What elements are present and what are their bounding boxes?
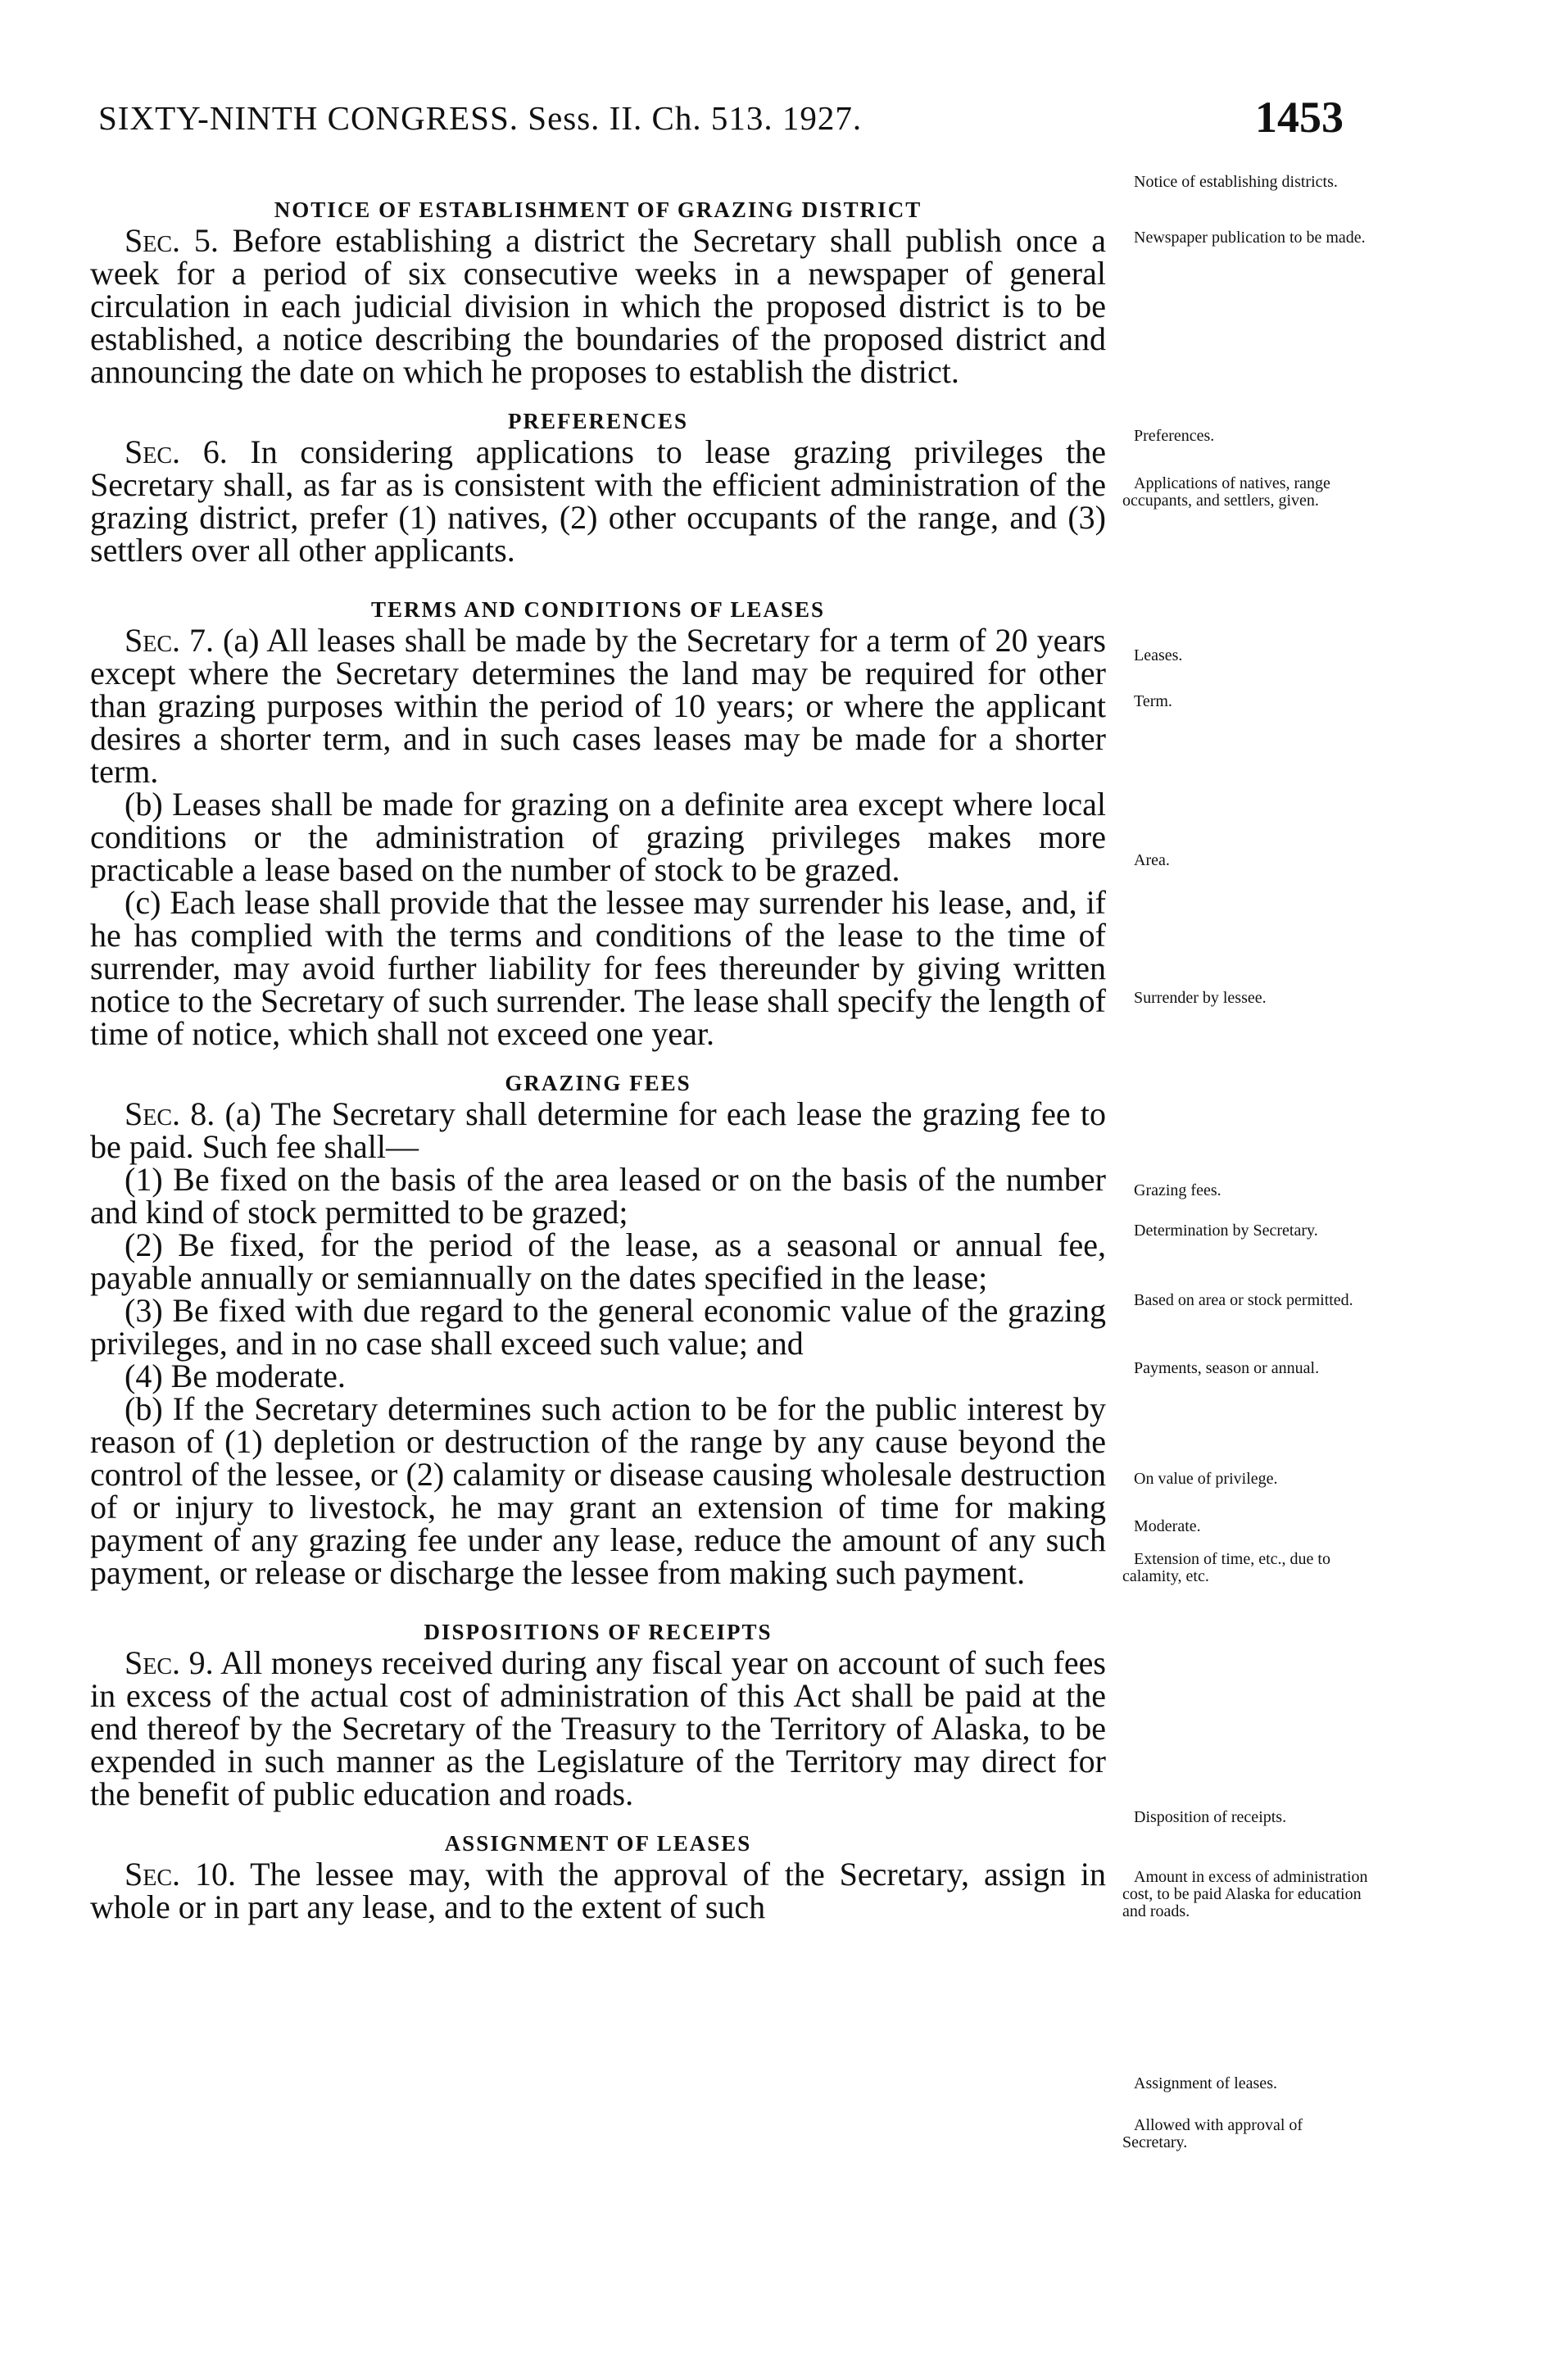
- margin-note: Leases.: [1134, 646, 1183, 664]
- margin-note: Grazing fees.: [1134, 1181, 1221, 1199]
- page-header: [98, 93, 1344, 156]
- margin-note: On value of privilege.: [1134, 1470, 1278, 1488]
- heading-terms-and-conditions: TERMS AND CONDITIONS OF LEASES: [370, 597, 826, 622]
- heading-assignment-of-leases: ASSIGNMENT OF LEASES: [444, 1831, 752, 1856]
- margin-note: Amount in excess of administration cost, to be paid Alaska for education and roads.: [1122, 1868, 1368, 1920]
- margin-note: Assignment of leases.: [1134, 2074, 1277, 2092]
- margin-note: Determination by Secretary.: [1134, 1222, 1318, 1240]
- section-5: [90, 224, 1106, 388]
- margin-note: Area.: [1134, 851, 1170, 869]
- heading-dispositions-of-receipts: DISPOSITIONS OF RECEIPTS: [424, 1620, 773, 1644]
- section-text: In considering applications to lease grazing privileges the Secretary shall, as far as is consistent with the efficient administration of the grazing district, prefer (1) natives, (2) other occupants of the range, and (3) settlers over all other applicants.: [90, 433, 1107, 569]
- margin-note: Term.: [1134, 692, 1172, 710]
- margin-note: Newspaper publication to be made.: [1134, 229, 1366, 247]
- section-label: Sec. 5.: [125, 222, 219, 259]
- section-7-c: (c) Each lease shall provide that the lessee may surrender his lease, and, if he has complied with the terms and conditions of the lease to the time of surrender, may avoid further liability for fees thereunder by giving written notice to the Secretary of such surrender. The lease shall specify the length of time of notice, which shall not exceed one year.: [90, 884, 1106, 1052]
- heading-grazing-fees: GRAZING FEES: [505, 1071, 691, 1095]
- margin-note: Surrender by lessee.: [1134, 989, 1267, 1007]
- section-text: (a) All leases shall be made by the Secretary for a term of 20 years except where the Secretary determines the land may be required for other than grazing purposes within the period of 10 years; or where the applicant desires a shorter term, and in such cases leases may be made for a shorter term.: [90, 622, 1106, 790]
- margin-note: Based on area or stock permitted.: [1134, 1291, 1353, 1309]
- section-10: [90, 1858, 1106, 1924]
- margin-note: Disposition of receipts.: [1134, 1808, 1287, 1826]
- margin-note: Moderate.: [1134, 1517, 1201, 1535]
- statute-text-column: [90, 195, 1106, 1924]
- section-label: Sec. 7.: [125, 622, 215, 659]
- section-7-b: (b) Leases shall be made for grazing on a definite area except where local conditions or the administration of grazing privileges makes more practicable a lease based on the number of stock to be grazed.: [90, 786, 1106, 888]
- margin-note: Extension of time, etc., due to calamity, etc.: [1122, 1550, 1330, 1585]
- section-8-item-2: (2) Be fixed, for the period of the lease, as a seasonal or annual fee, payable annually or semiannually on the dates specified in the lease;: [90, 1226, 1106, 1296]
- heading-notice-of-establishment: NOTICE OF ESTABLISHMENT OF GRAZING DISTRICT: [274, 197, 922, 222]
- page-number: 1453: [1255, 93, 1344, 142]
- section-8-item-3: (3) Be fixed with due regard to the general economic value of the grazing privileges, and in no case shall exceed such value; and: [90, 1292, 1106, 1362]
- section-text: The lessee may, with the approval of the Secretary, assign in whole or in part any lease, and to the extent of such: [90, 1856, 1106, 1925]
- section-7-a: [90, 624, 1106, 788]
- heading-preferences: PREFERENCES: [507, 409, 689, 433]
- section-label: Sec. 9.: [125, 1644, 214, 1681]
- section-text: (a) The Secretary shall determine for each lease the grazing fee to be paid. Such fee shall—: [90, 1095, 1107, 1165]
- section-label: Sec. 6.: [125, 433, 228, 470]
- margin-note: Applications of natives, range occupants, and settlers, given.: [1122, 474, 1330, 510]
- section-text: All moneys received during any fiscal year on account of such fees in excess of the actual cost of administration of this Act shall be paid at the end thereof by the Secretary of the Treasury to the Territory of Alaska, to be expended in such manner as the Legislature of the Territory may direct for the benefit of public education and roads.: [90, 1644, 1106, 1812]
- running-head: SIXTY-NINTH CONGRESS. Sess. II. Ch. 513. 1927.: [98, 99, 863, 137]
- section-label: Sec. 10.: [125, 1856, 236, 1893]
- margin-note: Preferences.: [1134, 427, 1215, 445]
- section-text: Before establishing a district the Secretary shall publish once a week for a period of six consecutive weeks in a newspaper of general circulation in each judicial division in which the proposed district is to be established, a notice describing the boundaries of the proposed district and announcing the date on which he proposes to establish the district.: [90, 222, 1106, 390]
- section-8-b: (b) If the Secretary determines such action to be for the public interest by reason of (1) depletion or destruction of the range by any cause beyond the control of the lessee, or (2) calamity or disease causing wholesale destruction of or injury to livestock, he may grant an extension of time for making payment of any grazing fee under any lease, reduce the amount of any such payment, or release or discharge the lessee from making such payment.: [90, 1390, 1106, 1591]
- margin-note: Notice of establishing districts.: [1134, 173, 1338, 191]
- section-6: [90, 433, 1107, 569]
- section-label: Sec. 8.: [125, 1095, 215, 1132]
- section-8-item-1: (1) Be fixed on the basis of the area leased or on the basis of the number and kind of stock permitted to be grazed;: [90, 1161, 1106, 1231]
- margin-note: Allowed with approval of Secretary.: [1122, 2116, 1303, 2151]
- section-8-item-4: (4) Be moderate.: [125, 1358, 346, 1394]
- section-8-a: [90, 1095, 1107, 1165]
- margin-note: Payments, season or annual.: [1134, 1359, 1320, 1377]
- section-9: [90, 1644, 1106, 1812]
